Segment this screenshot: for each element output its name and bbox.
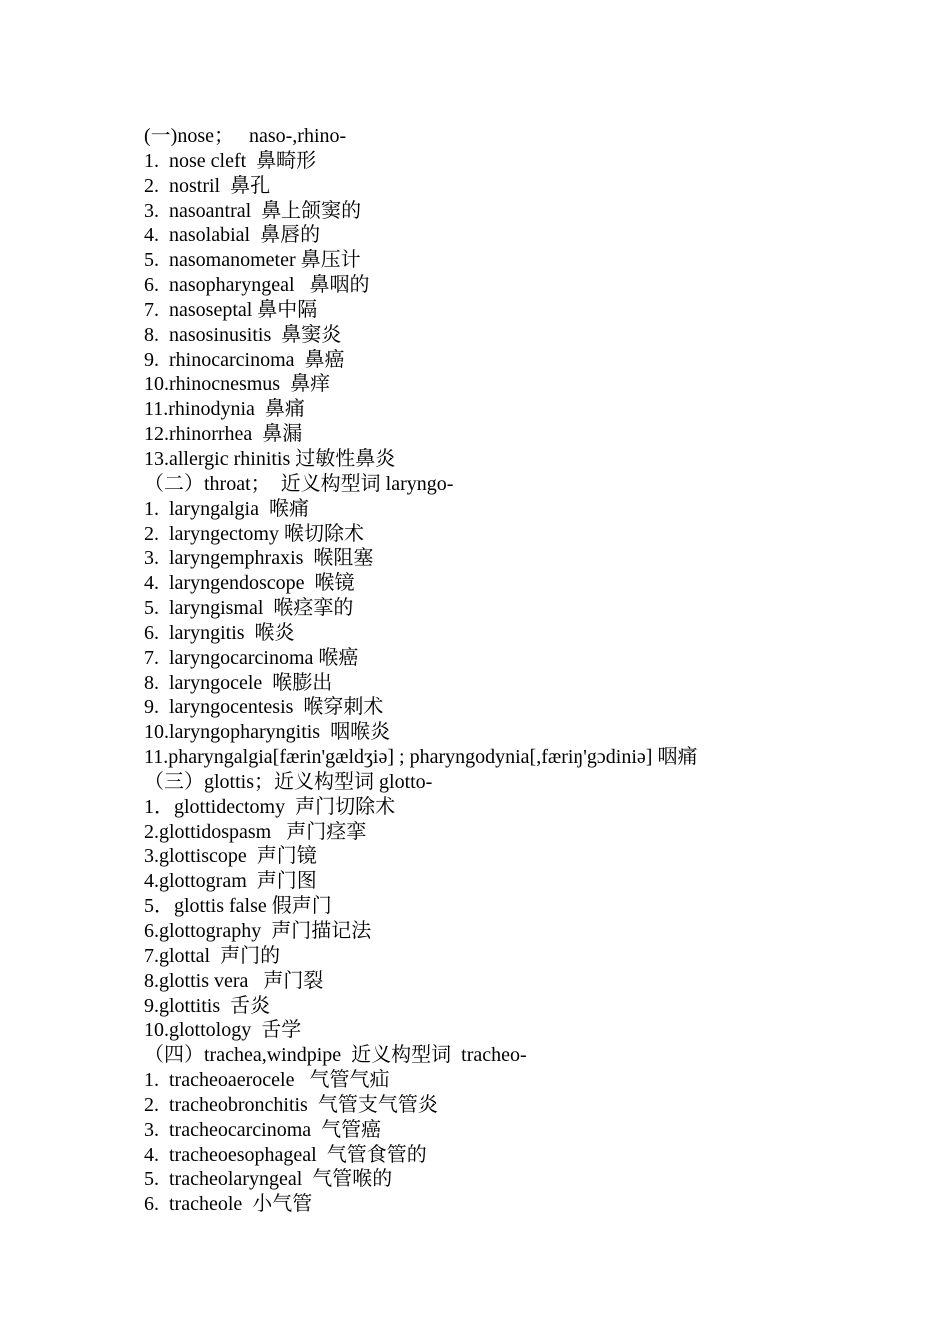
list-item: 10.rhinocnesmus 鼻痒 <box>144 373 331 396</box>
list-item: 2. laryngectomy 喉切除术 <box>144 522 364 545</box>
list-item: 1. nose cleft 鼻畸形 <box>144 149 317 172</box>
list-item: 2. tracheobronchitis 气管支气管炎 <box>144 1093 438 1116</box>
list-item: 10.glottology 舌学 <box>144 1019 302 1042</box>
document-body <box>144 124 924 1217</box>
list-item: 6. tracheole 小气管 <box>144 1193 313 1216</box>
list-item: 11.rhinodynia 鼻痛 <box>144 398 305 421</box>
list-item: 5. nasomanometer 鼻压计 <box>144 249 361 272</box>
list-item: 5．glottis false 假声门 <box>144 895 332 918</box>
list-item: 2. nostril 鼻孔 <box>144 174 271 197</box>
list-item: 12.rhinorrhea 鼻漏 <box>144 423 303 446</box>
list-item: 1. laryngalgia 喉痛 <box>144 497 309 520</box>
list-item: 10.laryngopharyngitis 咽喉炎 <box>144 721 391 744</box>
list-item: 1．glottidectomy 声门切除术 <box>144 795 396 818</box>
list-item: 7.glottal 声门的 <box>144 944 281 967</box>
list-item: 7. laryngocarcinoma 喉癌 <box>144 646 359 669</box>
list-item: 8. laryngocele 喉膨出 <box>144 671 333 694</box>
list-item: 6.glottography 声门描记法 <box>144 920 372 942</box>
list-item: 9. rhinocarcinoma 鼻癌 <box>144 348 345 371</box>
section-heading-nose: (一)nose； naso-,rhino- <box>144 125 347 147</box>
list-item: 6. nasopharyngeal 鼻咽的 <box>144 274 370 297</box>
list-item: 3.glottiscope 声门镜 <box>144 845 317 868</box>
list-item: 4.glottogram 声门图 <box>144 870 317 893</box>
list-item: 5. laryngismal 喉痉挛的 <box>144 597 354 620</box>
list-item: 3. laryngemphraxis 喉阻塞 <box>144 547 374 570</box>
section-heading-glottis: （三）glottis；近义构型词 glotto- <box>144 770 433 793</box>
list-item: 5. tracheolaryngeal 气管喉的 <box>144 1168 393 1191</box>
list-item: 3. tracheocarcinoma 气管癌 <box>144 1118 382 1141</box>
list-item: 9.glottitis 舌炎 <box>144 994 271 1017</box>
list-item: 2.glottidospasm 声门痉挛 <box>144 820 367 843</box>
list-item: 3. nasoantral 鼻上颌窦的 <box>144 199 362 222</box>
list-item: 11.pharyngalgia[færin'gældʒiə] ; pharyngodynia[,færiŋ'gɔdiniə] 咽痛 <box>144 746 698 769</box>
list-item: 4. nasolabial 鼻唇的 <box>144 224 321 247</box>
section-heading-trachea: （四）trachea,windpipe 近义构型词 tracheo- <box>144 1044 527 1067</box>
list-item: 6. laryngitis 喉炎 <box>144 621 295 644</box>
list-item: 1. tracheoaerocele 气管气疝 <box>144 1069 390 1092</box>
section-heading-throat: （二）throat； 近义构型词 laryngo- <box>144 472 454 495</box>
list-item: 9. laryngocentesis 喉穿刺术 <box>144 696 384 719</box>
list-item: 4. laryngendoscope 喉镜 <box>144 572 355 595</box>
list-item: 8.glottis vera 声门裂 <box>144 969 324 992</box>
list-item: 4. tracheoesophageal 气管食管的 <box>144 1143 427 1166</box>
list-item: 8. nasosinusitis 鼻窦炎 <box>144 323 342 346</box>
list-item: 7. nasoseptal 鼻中隔 <box>144 298 318 321</box>
list-item: 13.allergic rhinitis 过敏性鼻炎 <box>144 447 396 470</box>
